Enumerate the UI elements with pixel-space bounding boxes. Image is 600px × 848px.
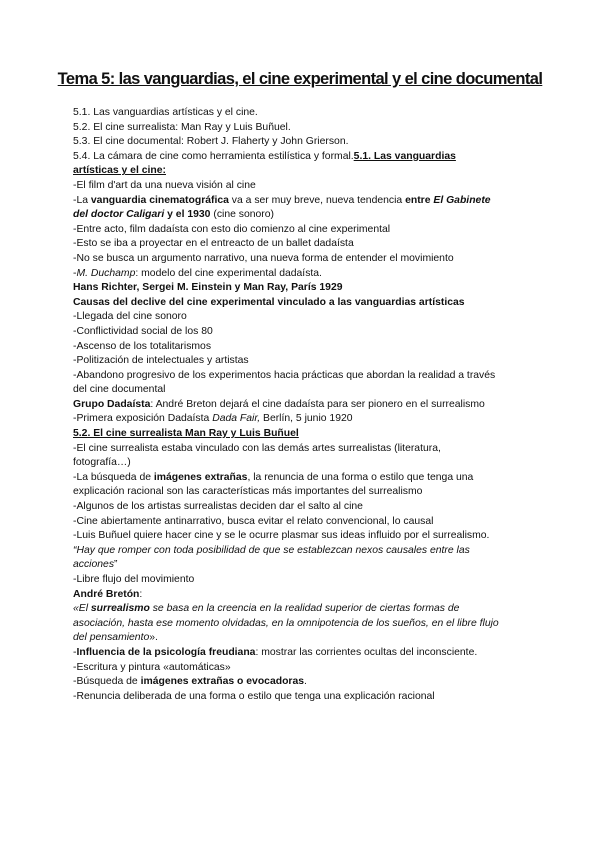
list-item: -La búsqueda de imágenes extrañas, la renuncia de una forma o estilo que tenga una bbox=[73, 471, 474, 483]
quote-line: del pensamiento». bbox=[73, 632, 158, 644]
toc-item: 5.3. El cine documental: Robert J. Flaherty y John Grierson. bbox=[73, 136, 349, 148]
list-item: -Algunos de los artistas surrealistas deciden dar el salto al cine bbox=[73, 501, 363, 513]
quote-line: “Hay que romper con toda posibilidad de que se establezcan nexos causales entre las bbox=[73, 544, 470, 556]
list-item: -Abandono progresivo de los experimentos hacia prácticas que abordan la realidad a través bbox=[73, 369, 496, 381]
list-item: -Entre acto, film dadaísta con esto dio comienzo al cine experimental bbox=[73, 223, 391, 235]
list-item: -Influencia de la psicología freudiana: mostrar las corrientes ocultas del inconsciente. bbox=[73, 646, 478, 658]
list-item: -Búsqueda de imágenes extrañas o evocadoras. bbox=[73, 676, 307, 688]
causes-heading: Causas del declive del cine experimental vinculado a las vanguardias artísticas bbox=[73, 296, 465, 308]
dada-line: Grupo Dadaísta: André Breton dejará el cine dadaísta para ser pionero en el surrealismo bbox=[73, 398, 485, 410]
list-item-cont: explicación racional son las características más importantes del surrealismo bbox=[73, 486, 423, 498]
quote-line: asociación, hasta ese momento olvidadas, en la omnipotencia de los sueños, en el libre flujo bbox=[73, 617, 499, 629]
list-item: -No se busca un argumento narrativo, una nueva forma de entender el movimiento bbox=[73, 252, 454, 264]
list-item: -Escritura y pintura «automáticas» bbox=[73, 661, 231, 673]
list-item: -Renuncia deliberada de una forma o estilo que tenga una explicación racional bbox=[73, 690, 435, 702]
list-item: -El film d'art da una nueva visión al cine bbox=[73, 179, 256, 191]
section-heading-5-1-cont: artísticas y el cine: bbox=[73, 165, 166, 177]
document-body bbox=[73, 106, 533, 704]
list-item: -Politización de intelectuales y artistas bbox=[73, 355, 249, 367]
bold-line: Hans Richter, Sergei M. Einstein y Man Ray, París 1929 bbox=[73, 282, 343, 294]
toc-item: 5.2. El cine surrealista: Man Ray y Luis Buñuel. bbox=[73, 121, 291, 133]
list-item: -El cine surrealista estaba vinculado con las demás artes surrealistas (literatura, bbox=[73, 442, 441, 454]
list-item-cont: fotografía…) bbox=[73, 457, 131, 469]
list-item: -Luis Buñuel quiere hacer cine y se le ocurre plasmar sus ideas influido por el surrealismo. bbox=[73, 530, 490, 542]
list-item: -Ascenso de los totalitarismos bbox=[73, 340, 212, 352]
list-item-cont: del doctor Caligari y el 1930 (cine sonoro) bbox=[73, 209, 274, 221]
quote-line: acciones” bbox=[73, 559, 118, 571]
list-item: -Cine abiertamente antinarrativo, busca evitar el relato convencional, lo causal bbox=[73, 515, 434, 527]
list-item-cont: del cine documental bbox=[73, 384, 166, 396]
list-item: -Conflictividad social de los 80 bbox=[73, 325, 213, 337]
list-item: -M. Duchamp: modelo del cine experimental dadaísta. bbox=[73, 267, 322, 279]
toc-item: 5.1. Las vanguardias artísticas y el cine. bbox=[73, 107, 258, 118]
list-item: -Llegada del cine sonoro bbox=[73, 311, 187, 323]
section-heading-5-1: 5.1. Las vanguardias bbox=[353, 150, 456, 162]
toc-item: 5.4. La cámara de cine como herramienta estilística y formal.5.1. Las vanguardias bbox=[73, 150, 456, 162]
quote-line: «El surrealismo se basa en la creencia en la realidad superior de ciertas formas de bbox=[73, 603, 460, 615]
list-item: -Libre flujo del movimiento bbox=[73, 574, 195, 585]
section-heading-5-2: 5.2. El cine surrealista Man Ray y Luis Buñuel bbox=[73, 428, 299, 440]
list-item: -Primera exposición Dadaísta Dada Fair, Berlín, 5 junio 1920 bbox=[73, 413, 353, 425]
list-item: -La vanguardia cinematográfica va a ser muy breve, nueva tendencia entre El Gabinete bbox=[73, 194, 491, 206]
breton-heading: André Bretón: bbox=[73, 588, 143, 600]
list-item: -Esto se iba a proyectar en el entreacto de un ballet dadaísta bbox=[73, 238, 354, 250]
page-title: Tema 5: las vanguardias, el cine experimental y el cine documental bbox=[57, 70, 543, 88]
